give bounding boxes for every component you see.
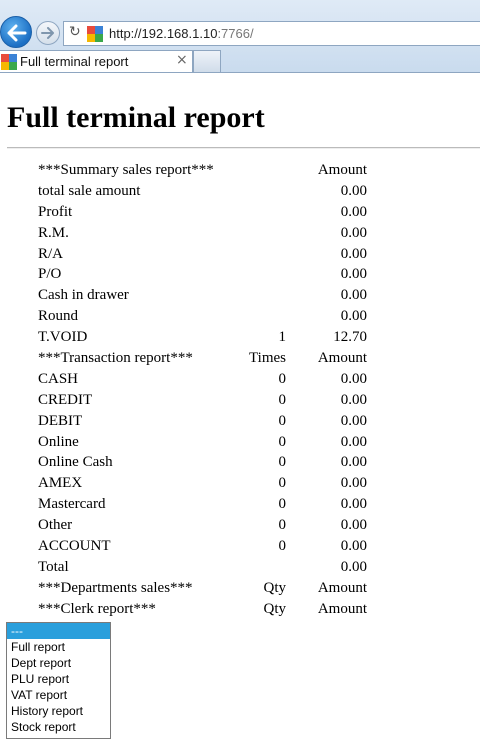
- row-label: CREDIT: [38, 391, 93, 408]
- report-row: [38, 473, 398, 494]
- row-label: Round: [38, 308, 79, 325]
- report-row: [38, 515, 398, 536]
- row-count: 0: [278, 454, 286, 471]
- row-amount: 0.00: [340, 496, 367, 513]
- row-amount: 0.00: [340, 558, 367, 575]
- row-count: 0: [278, 538, 286, 555]
- row-label: AMEX: [38, 475, 83, 492]
- tab-close-icon[interactable]: ×: [176, 52, 188, 68]
- url-host: http://192.168.1.10: [109, 26, 218, 41]
- row-amount: 0.00: [340, 475, 367, 492]
- row-label: total sale amount: [38, 182, 141, 199]
- report-row: [38, 223, 398, 244]
- row-label: R.M.: [38, 224, 69, 241]
- dropdown-option-stock-report[interactable]: Stock report: [11, 720, 76, 734]
- back-button[interactable]: [0, 16, 32, 48]
- row-amount: 0.00: [340, 203, 367, 220]
- row-label: ***Transaction report***: [38, 350, 193, 367]
- report-row: [38, 244, 398, 265]
- report-row: [38, 411, 398, 432]
- row-amount: Amount: [317, 579, 367, 596]
- row-label: T.VOID: [38, 329, 88, 346]
- refresh-icon[interactable]: ↻: [69, 24, 81, 40]
- report-row: [38, 578, 398, 599]
- row-label: Mastercard: [38, 496, 106, 513]
- row-label: P/O: [38, 266, 62, 283]
- report-type-dropdown[interactable]: [6, 622, 111, 739]
- dropdown-option-dept-report[interactable]: Dept report: [11, 656, 72, 670]
- row-amount: 0.00: [340, 391, 367, 408]
- report-row: [38, 599, 398, 620]
- tab-title: Full terminal report: [20, 54, 129, 69]
- dropdown-option-selected[interactable]: ---: [7, 623, 110, 639]
- row-count: 0: [278, 412, 286, 429]
- report-row: [38, 181, 398, 202]
- report-row: [38, 348, 398, 369]
- row-amount: 0.00: [340, 517, 367, 534]
- tab-full-terminal-report[interactable]: [0, 50, 193, 73]
- url-port: :7766/: [217, 26, 254, 41]
- row-label: ***Summary sales report***: [38, 162, 214, 178]
- row-count: 0: [278, 496, 286, 513]
- row-count: 1: [278, 329, 286, 346]
- title-divider: [7, 147, 480, 149]
- row-count: 0: [278, 391, 286, 408]
- url-text: [109, 26, 254, 41]
- row-amount: Amount: [317, 600, 367, 617]
- report-row: [38, 160, 398, 181]
- dropdown-option-history-report[interactable]: History report: [11, 704, 84, 718]
- row-amount: 0.00: [340, 287, 367, 304]
- row-label: ACCOUNT: [38, 538, 111, 555]
- browser-chrome: [0, 0, 480, 73]
- row-amount: 0.00: [340, 433, 367, 450]
- row-amount: 0.00: [340, 370, 367, 387]
- report-row: [38, 432, 398, 453]
- row-label: Cash in drawer: [38, 287, 129, 304]
- row-amount: Amount: [317, 162, 367, 178]
- address-bar[interactable]: [63, 21, 480, 46]
- dropdown-option-full-report[interactable]: Full report: [11, 640, 66, 654]
- row-amount: 12.70: [333, 329, 367, 346]
- row-count: Qty: [263, 600, 286, 617]
- row-amount: 0.00: [340, 538, 367, 555]
- row-count: 0: [278, 433, 286, 450]
- row-label: ***Departments sales***: [38, 579, 193, 596]
- row-amount: 0.00: [340, 182, 367, 199]
- report-row: [38, 285, 398, 306]
- row-count: 0: [278, 517, 286, 534]
- row-amount: 0.00: [340, 245, 367, 262]
- report-row: [38, 536, 398, 557]
- forward-arrow-icon: [41, 27, 55, 39]
- dropdown-option-plu-report[interactable]: PLU report: [11, 672, 70, 686]
- new-tab-button[interactable]: [193, 50, 221, 73]
- report-row: [38, 327, 398, 348]
- report-row: [38, 264, 398, 285]
- dropdown-option-vat-report[interactable]: VAT report: [11, 688, 68, 702]
- report-row: [38, 369, 398, 390]
- row-label: Profit: [38, 203, 73, 220]
- report-row: [38, 494, 398, 515]
- report-row: [38, 202, 398, 223]
- site-favicon-icon: [87, 26, 103, 42]
- report-row: [38, 452, 398, 473]
- row-count: 0: [278, 475, 286, 492]
- report-row: [38, 390, 398, 411]
- report-row: [38, 306, 398, 327]
- row-amount: 0.00: [340, 266, 367, 283]
- tab-favicon-icon: [1, 54, 17, 70]
- row-amount: 0.00: [340, 454, 367, 471]
- row-count: Times: [249, 350, 286, 367]
- row-count: Qty: [263, 579, 286, 596]
- report-row: [38, 557, 398, 578]
- row-label: Online: [38, 433, 79, 450]
- row-amount: 0.00: [340, 308, 367, 325]
- row-amount: 0.00: [340, 412, 367, 429]
- row-label: Total: [38, 558, 69, 575]
- row-label: ***Clerk report***: [38, 600, 156, 617]
- row-label: Online Cash: [38, 454, 113, 471]
- row-amount: 0.00: [340, 224, 367, 241]
- back-arrow-icon: [7, 24, 27, 42]
- report-table: [38, 160, 398, 620]
- page-title: Full terminal report: [7, 101, 265, 134]
- row-label: Other: [38, 517, 73, 534]
- row-count: 0: [278, 370, 286, 387]
- forward-button[interactable]: [36, 21, 60, 45]
- row-label: R/A: [38, 245, 64, 262]
- chrome-divider: [0, 72, 480, 73]
- row-label: DEBIT: [38, 412, 83, 429]
- row-amount: Amount: [317, 350, 367, 367]
- row-label: CASH: [38, 370, 79, 387]
